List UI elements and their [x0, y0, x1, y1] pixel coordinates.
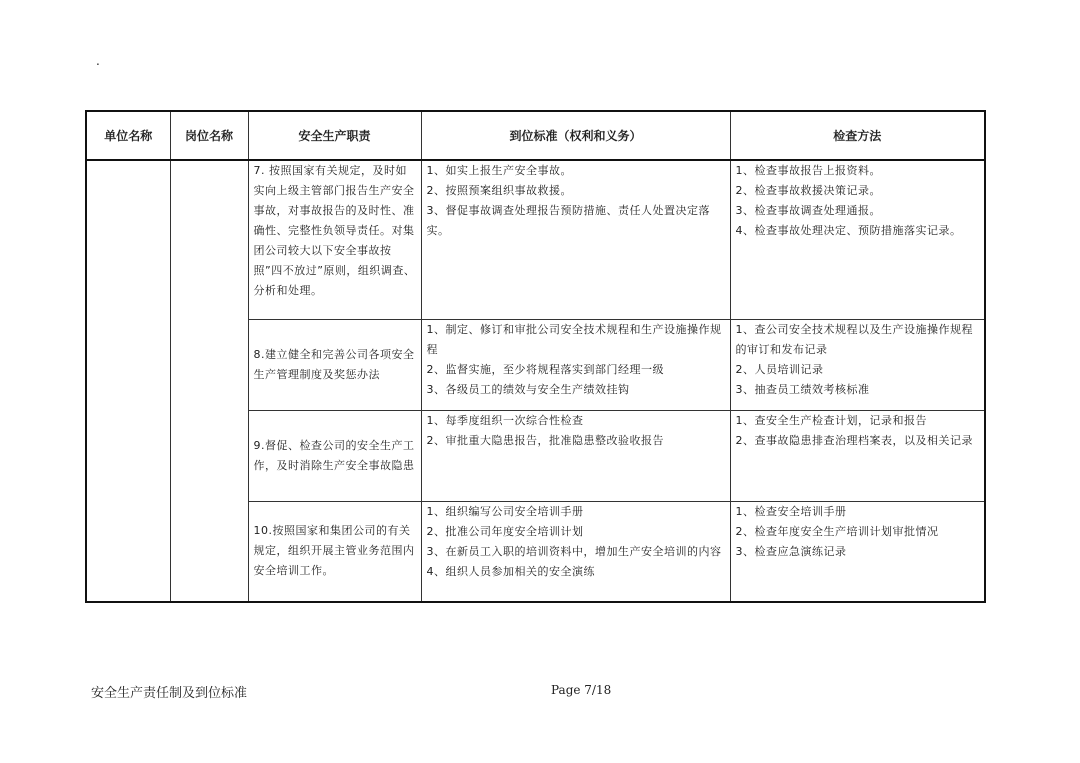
responsibility-table — [85, 110, 986, 603]
header-standard: 到位标准（权利和义务） — [421, 111, 730, 160]
header-check-method: 检查方法 — [730, 111, 985, 160]
check-item: 3、检查应急演练记录 — [735, 544, 847, 558]
check-item: 2、检查年度安全生产培训计划审批情况 — [735, 524, 939, 538]
check-item: 1、检查安全培训手册 — [735, 504, 847, 518]
check-item: 2、人员培训记录 — [735, 362, 824, 376]
duty-cell: 9.督促、检查公司的安全生产工作，及时消除生产安全事故隐患 — [248, 410, 421, 501]
check-item: 3、抽查员工绩效考核标准 — [735, 382, 870, 396]
standard-item: 3、各级员工的绩效与安全生产绩效挂钩 — [426, 382, 630, 396]
check-cell — [730, 160, 985, 319]
check-item: 2、检查事故救援决策记录。 — [735, 184, 881, 197]
duty-cell: 8.建立健全和完善公司各项安全生产管理制度及奖惩办法 — [248, 319, 421, 410]
check-item: 1、检查事故报告上报资料。 — [735, 164, 881, 177]
standard-item: 3、在新员工入职的培训资料中，增加生产安全培训的内容 — [426, 544, 722, 558]
header-post-name: 岗位名称 — [170, 111, 248, 160]
standard-item: 1、每季度组织一次综合性检查 — [426, 413, 584, 427]
check-item: 3、检查事故调查处理通报。 — [735, 204, 881, 217]
standard-cell — [421, 501, 730, 602]
table-header-row — [86, 111, 985, 160]
standard-item: 1、如实上报生产安全事故。 — [426, 164, 572, 177]
check-cell — [730, 319, 985, 410]
standard-cell — [421, 319, 730, 410]
page-number: Page 7/18 — [551, 683, 612, 697]
check-item: 1、查公司安全技术规程以及生产设施操作规程的审订和发布记录 — [735, 322, 973, 356]
page-mark: . — [96, 54, 100, 68]
standard-item: 4、组织人员参加相关的安全演练 — [426, 564, 595, 578]
standard-item: 2、批准公司年度安全培训计划 — [426, 524, 584, 538]
header-safety-duty: 安全生产职责 — [248, 111, 421, 160]
unit-name-cell — [86, 160, 170, 602]
check-item: 4、检查事故处理决定、预防措施落实记录。 — [735, 224, 962, 237]
check-cell — [730, 410, 985, 501]
standard-cell — [421, 410, 730, 501]
standard-item: 1、制定、修订和审批公司安全技术规程和生产设施操作规程 — [426, 322, 722, 356]
standard-item: 3、督促事故调查处理报告预防措施、责任人处置决定落实。 — [426, 204, 710, 237]
footer-document-title: 安全生产责任制及到位标准 — [91, 686, 248, 701]
header-unit-name: 单位名称 — [86, 111, 170, 160]
standard-cell — [421, 160, 730, 319]
table-row — [86, 160, 985, 319]
duty-cell: 10.按照国家和集团公司的有关规定，组织开展主管业务范围内安全培训工作。 — [248, 501, 421, 602]
post-name-cell — [170, 160, 248, 602]
standard-item: 1、组织编写公司安全培训手册 — [426, 504, 584, 518]
standard-item: 2、监督实施，至少将规程落实到部门经理一级 — [426, 362, 664, 376]
standard-item: 2、按照预案组织事故救援。 — [426, 184, 572, 197]
duty-cell: 7. 按照国家有关规定，及时如实向上级主管部门报告生产安全事故，对事故报告的及时性、准确性、完整性负领导责任。对集团公司较大以下安全事故按照”四不放过”原则，组织调查、分析和处理。 — [248, 160, 421, 319]
standard-item: 2、审批重大隐患报告，批准隐患整改验收报告 — [426, 433, 664, 447]
check-item: 1、查安全生产检查计划，记录和报告 — [735, 413, 927, 427]
check-item: 2、查事故隐患排查治理档案表，以及相关记录 — [735, 433, 973, 447]
check-cell — [730, 501, 985, 602]
